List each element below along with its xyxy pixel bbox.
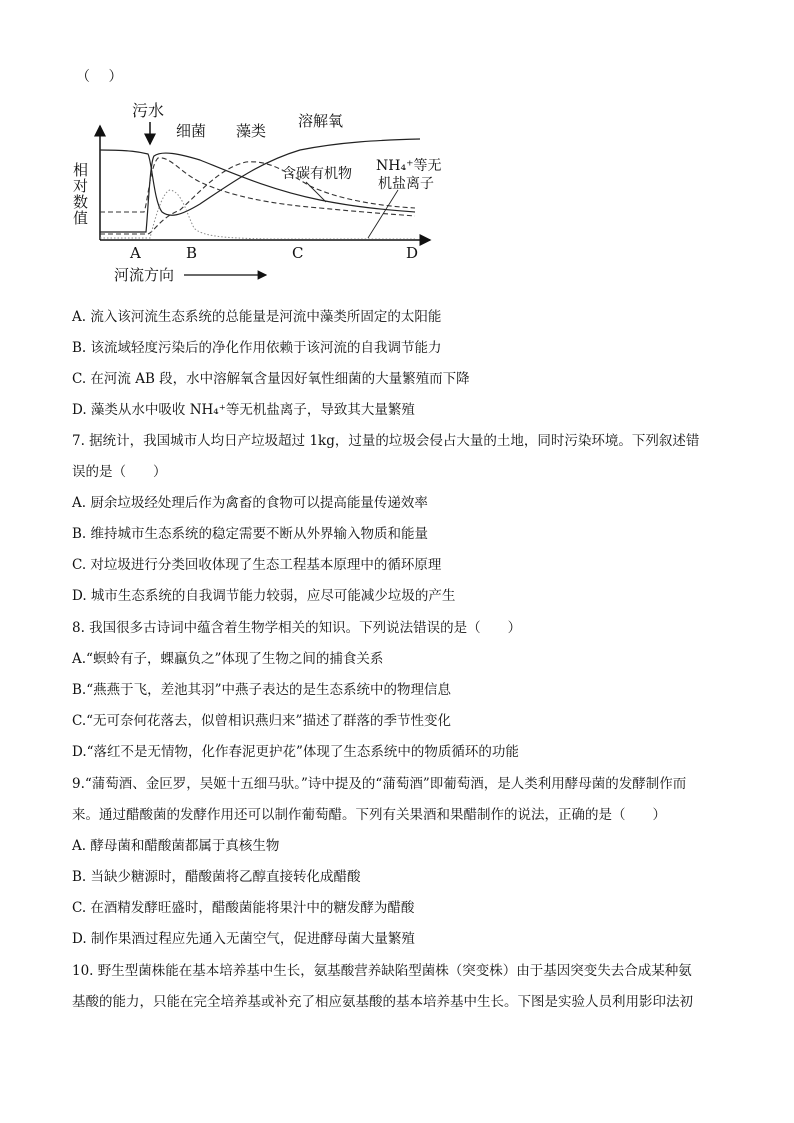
y-axis-label: 相对数值	[71, 162, 89, 226]
direction-label: 河流方向	[114, 266, 175, 284]
river-pollution-figure	[70, 92, 450, 288]
bacteria-label: 细菌	[176, 122, 207, 140]
q6-option-c: C. 在河流 AB 段，水中溶解氧含量因好氧性细菌的大量繁殖而下降	[72, 371, 470, 387]
question-6-paren: （ ）	[76, 69, 123, 85]
point-a: A	[130, 244, 141, 262]
q7-stem-line2: 误的是（ ）	[72, 464, 167, 480]
algae-label: 藻类	[236, 122, 267, 140]
q6-option-a: A. 流入该河流生态系统的总能量是河流中藻类所固定的太阳能	[72, 309, 442, 325]
q9-option-b: B. 当缺少糖源时，醋酸菌将乙醇直接转化成醋酸	[72, 869, 361, 885]
q10-stem-line2: 基酸的能力，只能在完全培养基或补充了相应氨基酸的基本培养基中生长。下图是实验人员利用影印法初	[72, 994, 693, 1010]
organic-label: 含碳有机物	[282, 166, 352, 182]
q10-stem-line1: 10. 野生型菌株能在基本培养基中生长，氨基酸营养缺陷型菌株（突变株）由于基因突变失去合成某种氨	[72, 963, 692, 979]
q7-option-d: D. 城市生态系统的自我调节能力较弱，应尽可能减少垃圾的产生	[72, 588, 456, 604]
q7-stem-line1: 7. 据统计，我国城市人均日产垃圾超过 1kg，过量的垃圾会侵占大量的土地，同时污染环境。下列叙述错	[72, 433, 700, 449]
organic-curve	[100, 153, 415, 232]
q8-option-a: A.“螟蛉有子，蜾蠃负之”体现了生物之间的捕食关系	[72, 651, 384, 667]
q9-stem-line2: 来。通过醋酸菌的发酵作用还可以制作葡萄醋。下列有关果酒和果醋制作的说法，正确的是（ ）	[72, 807, 666, 823]
point-c: C	[292, 244, 304, 262]
q7-option-a: A. 厨余垃圾经处理后作为禽畜的食物可以提高能量传递效率	[72, 495, 428, 511]
sewage-label: 污水	[132, 101, 165, 120]
point-d: D	[406, 244, 419, 262]
q9-stem-line1: 9.“蒲萄酒、金叵罗，吴姬十五细马驮。”诗中提及的“蒲萄酒”即葡萄酒，是人类利用酵母菌的发酵制作而	[72, 776, 687, 792]
q8-stem: 8. 我国很多古诗词中蕴含着生物学相关的知识。下列说法错误的是（ ）	[72, 620, 522, 636]
nh4-label-2: 机盐离子	[378, 176, 434, 192]
q8-option-d: D.“落红不是无情物，化作春泥更护花”体现了生态系统中的物质循环的功能	[72, 744, 519, 760]
oxygen-label: 溶解氧	[298, 112, 344, 130]
q9-option-c: C. 在酒精发酵旺盛时，醋酸菌能将果汁中的糖发酵为醋酸	[72, 900, 415, 916]
q7-option-c: C. 对垃圾进行分类回收体现了生态工程基本原理中的循环原理	[72, 557, 442, 573]
q6-option-b: B. 该流域轻度污染后的净化作用依赖于该河流的自我调节能力	[72, 340, 442, 356]
q7-option-b: B. 维持城市生态系统的稳定需要不断从外界输入物质和能量	[72, 526, 429, 542]
point-b: B	[186, 244, 198, 262]
q9-option-a: A. 酵母菌和醋酸菌都属于真核生物	[72, 838, 280, 854]
q8-option-c: C.“无可奈何花落去，似曾相识燕归来”描述了群落的季节性变化	[72, 713, 451, 729]
q6-option-d: D. 藻类从水中吸收 NH₄⁺等无机盐离子，导致其大量繁殖	[72, 402, 415, 418]
q8-option-b: B.“燕燕于飞，差池其羽”中燕子表达的是生态系统中的物理信息	[72, 682, 452, 698]
q9-option-d: D. 制作果酒过程应先通入无菌空气，促进酵母菌大量繁殖	[72, 931, 415, 947]
nh4-label: NH₄⁺等无	[376, 158, 442, 174]
